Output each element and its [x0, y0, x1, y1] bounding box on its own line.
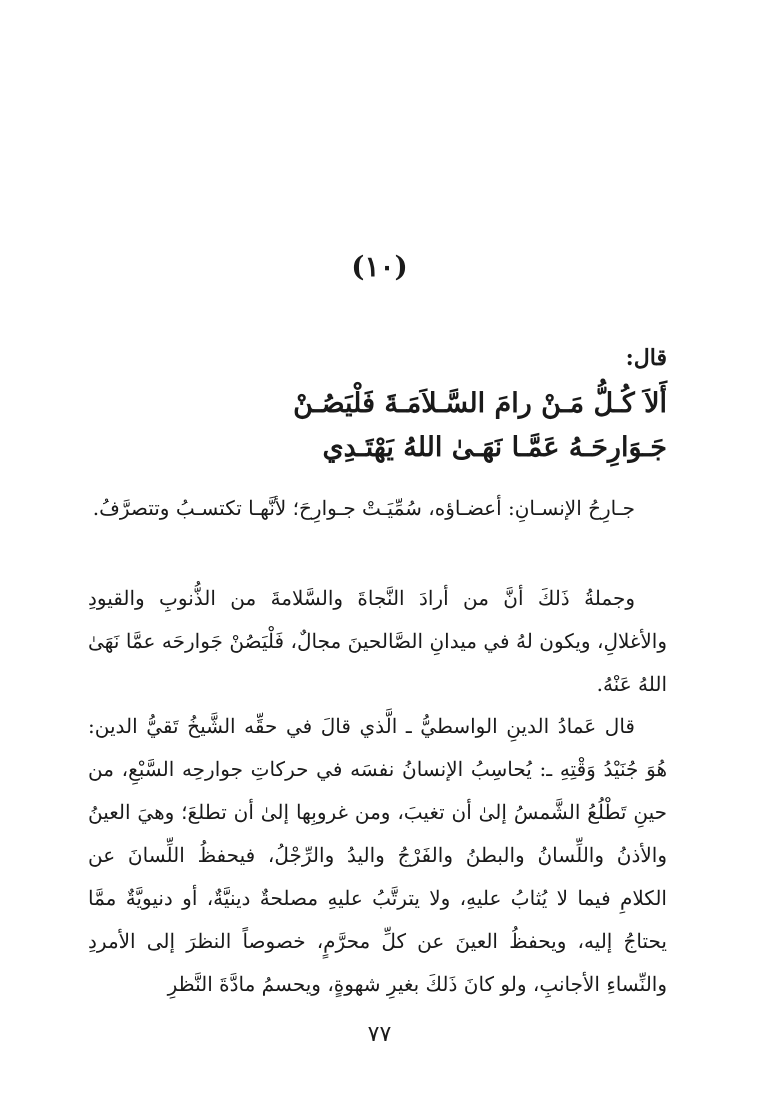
commentary-paragraph-1 — [88, 487, 667, 530]
commentary-paragraph-2 — [88, 577, 667, 706]
chapter-number: (١٠) — [351, 250, 408, 283]
commentary-paragraph-3 — [88, 705, 667, 1006]
poem-intro: قال: — [625, 345, 667, 371]
paragraph-text: وجملةُ ذَلكَ أنَّ من أرادَ النَّجاةَ والسَّلامةَ من الذُّنوبِ والقيودِ والأغلالِ، ويكون لهُ في ميدانِ الصَّالحينَ مجالٌ، فَلْيَصُنْ جَوارحَه عمَّا نَهَىٰ اللهُ عَنْهُ. — [88, 586, 667, 696]
verse-first-half: أَلاَ كُـلُّ مَـنْ رامَ السَّـلاَمَـةَ فَلْيَصُـنْ — [293, 388, 667, 419]
verse-second-half: جَـوَارِحَـهُ عَمَّـا نَهَـىٰ اللهُ يَهْتَـدِي — [322, 432, 667, 463]
paragraph-text: جـارِحُ الإنسـانِ: أعضـاؤه، سُمِّيَـتْ جـوارِحَ؛ لأنَّهـا تكتسـبُ وتتصرَّفُ. — [92, 496, 635, 520]
page-number: ٧٧ — [367, 1022, 392, 1047]
paragraph-text: قال عَمادُ الدينِ الواسطيُّ ـ الَّذي قالَ في حقِّه الشَّيخُ تَقيُّ الدين: هُوَ جُنَيْدُ وَقْتِهِ ـ: يُحاسِبُ الإنسانُ نفسَه في حركاتِ جوارحِه السَّبْعِ، من حينِ تَطْلُعُ الشَّمسُ إلىٰ أن تغيبَ، ومن غروبِها إلىٰ أن تطلعَ؛ وهيَ العينُ والأذنُ واللِّسانُ والبطنُ والفَرْجُ واليدُ والرِّجْلُ، فيحفظُ اللِّسانَ عن الكلامِ فيما لا يُثابُ عليهِ، ولا يترتَّبُ عليهِ مصلحةٌ دينيَّةٌ، أو دنيويَّةٌ ممَّا يحتاجُ إليه، ويحفظُ العينَ عن كلِّ محرَّمٍ، خصوصاً النظرَ إلى الأمردِ والنِّساءِ الأجانبِ، ولو كانَ ذَلكَ بغيرِ شهوةٍ، ويحسمُ مادَّةَ النَّظرِ — [88, 714, 667, 996]
